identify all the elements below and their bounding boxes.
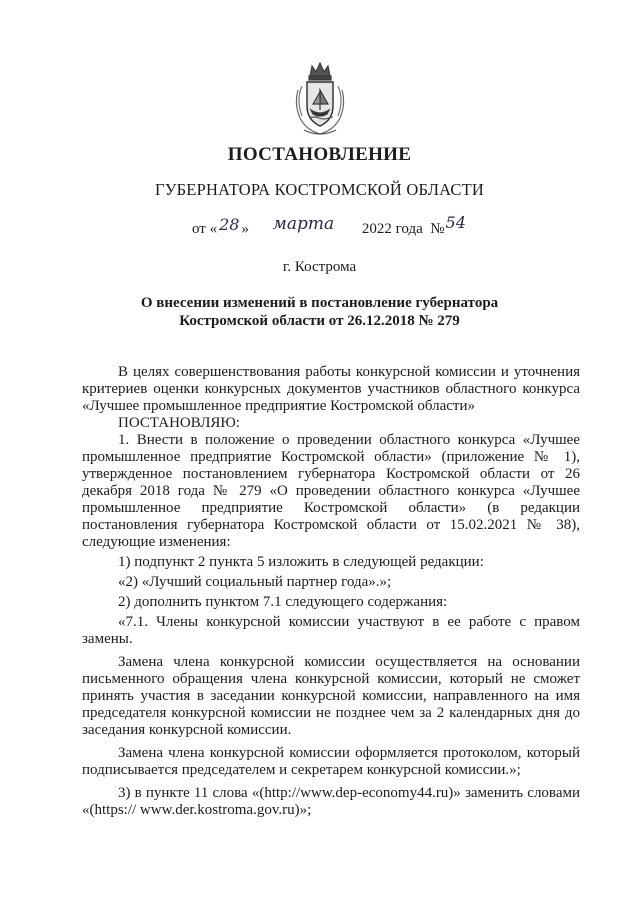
issuer-heading: ГУБЕРНАТОРА КОСТРОМСКОЙ ОБЛАСТИ xyxy=(155,180,484,199)
document-title xyxy=(0,294,639,330)
date-line xyxy=(192,213,466,238)
body-paragraph: Замена члена конкурсной комиссии осуществляется на основании письменного обращения члена конкурсной комиссии, который не сможет принять участия в заседании конкурсной комиссии, направленного на имя председателя конкурсной комиссии не позднее чем за 2 календарных дня до заседания конкурсной комиссии. xyxy=(82,654,580,738)
body-paragraph: 1) подпункт 2 пункта 5 изложить в следующей редакции: xyxy=(118,554,484,570)
body-paragraph: В целях совершенствования работы конкурсной комиссии и уточнения критериев оценки конкурсных документов участников областного конкурса «Лучшее промышленное предприятие Костромской области» xyxy=(82,364,580,414)
date-prefix: от xyxy=(192,221,206,237)
handwritten-day: 28 xyxy=(219,215,240,234)
handwritten-month: марта xyxy=(272,214,335,234)
kostroma-coat-of-arms-icon xyxy=(290,60,350,138)
close-quote: » xyxy=(241,221,249,237)
body-paragraph: 2) дополнить пунктом 7.1 следующего содержания: xyxy=(118,594,448,610)
body-paragraph: ПОСТАНОВЛЯЮ: xyxy=(118,415,240,431)
document-title-line: О внесении изменений в постановление губернатора xyxy=(140,295,499,311)
document-body xyxy=(82,364,580,819)
handwritten-number: 54 xyxy=(445,213,466,232)
open-quote: « xyxy=(209,221,218,237)
body-paragraph: «7.1. Члены конкурсной комиссии участвуют в ее работе с правом замены. xyxy=(82,614,580,647)
body-paragraph: Замена члена конкурсной комиссии оформляется протоколом, который подписывается председателем и секретарем конкурсной комиссии.»; xyxy=(82,745,580,778)
document-title-line: Костромской области от 26.12.2018 № 279 xyxy=(179,313,460,329)
body-paragraph: 1. Внести в положение о проведении областного конкурса «Лучшее промышленное предприятие Костромской области» (приложение № 1), утвержденное постановлением губернатора Костромской области от 26 декабря 2018 года № 279 «О проведении областного конкурса «Лучшее промышленное предприятие Костромской области» (в редакции постановления губернатора Костромской области от 15.02.2021 № 38), следующие изменения: xyxy=(82,432,580,550)
document-type-heading: ПОСТАНОВЛЕНИЕ xyxy=(227,144,412,165)
date-year: 2022 года xyxy=(361,221,423,237)
number-sign: № xyxy=(430,221,445,237)
city-line: г. Кострома xyxy=(282,259,357,275)
body-paragraph: «2) «Лучший социальный партнер года».»; xyxy=(118,574,392,590)
body-paragraph: 3) в пункте 11 слова «(http://www.dep-economy44.ru)» заменить словами «(https:// www.der.kostroma.gov.ru)»; xyxy=(82,785,580,818)
